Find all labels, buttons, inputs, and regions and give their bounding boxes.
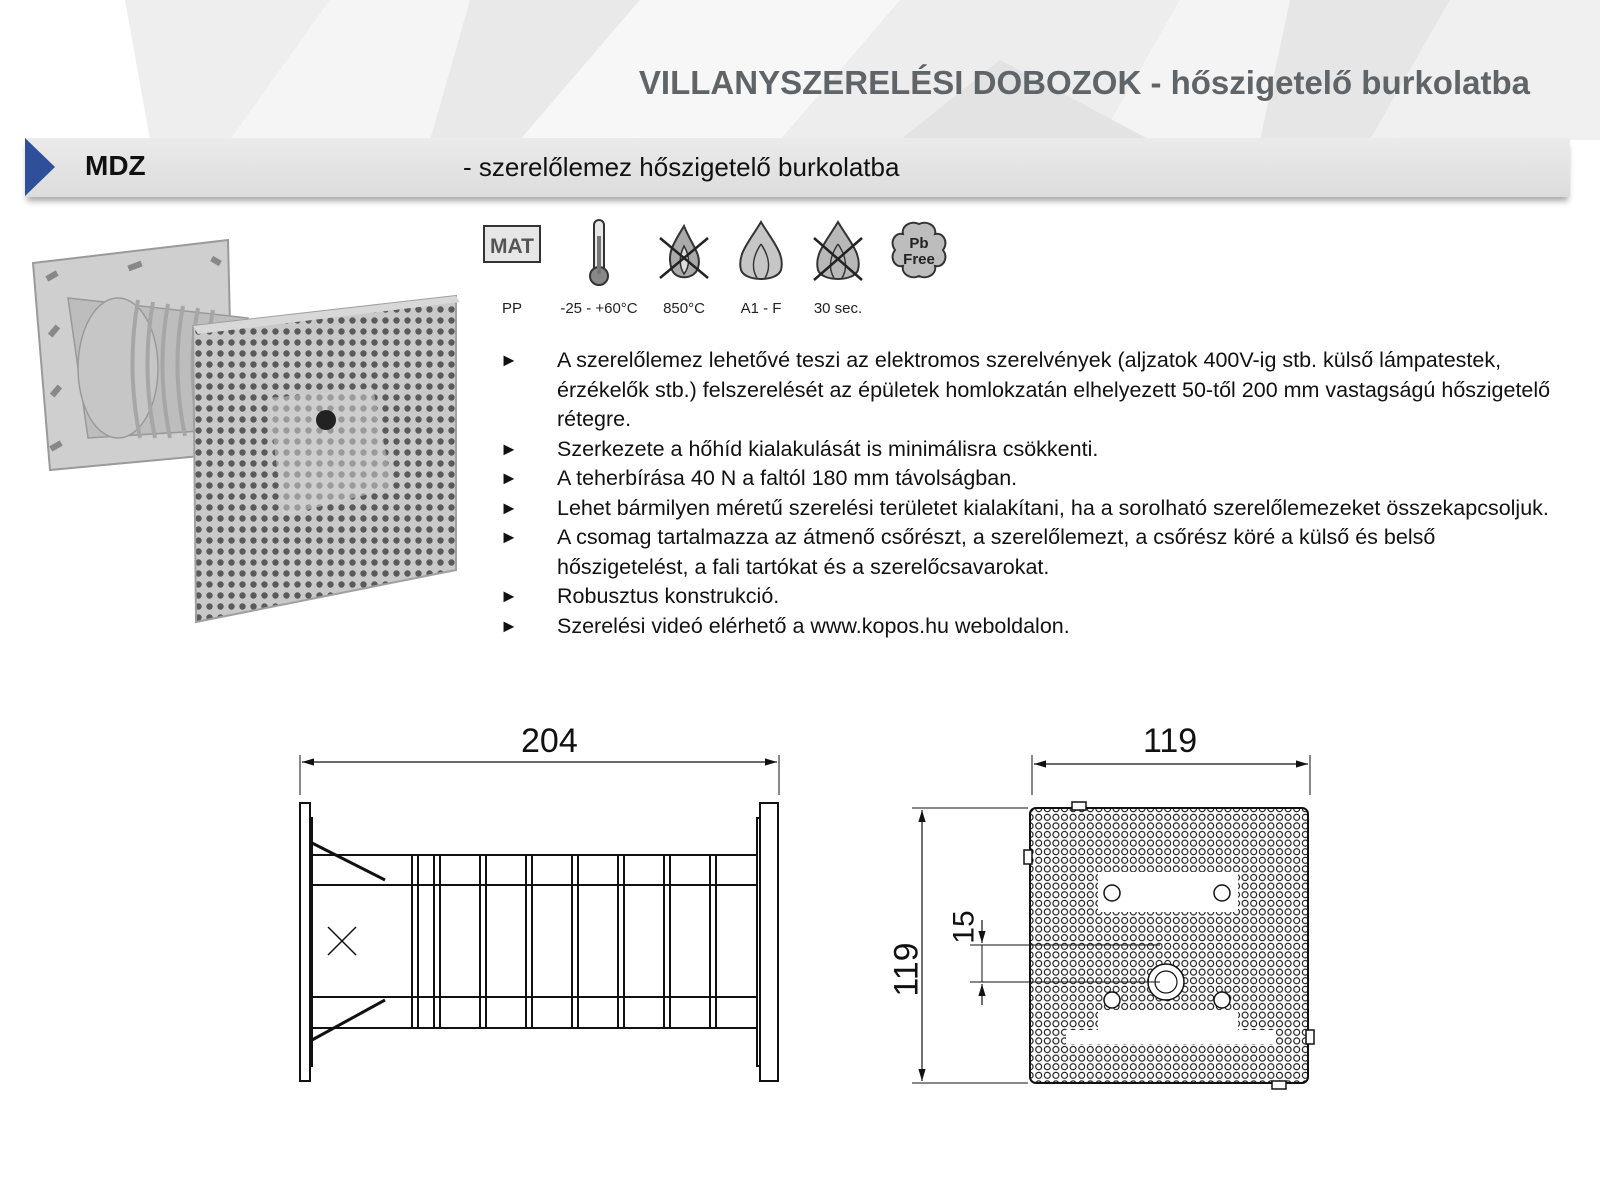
product-band [25,138,1570,197]
dimension-front-width: 119 [1143,722,1198,760]
icon-item-flame [721,218,801,317]
bullet-arrow-icon: ► [500,497,518,518]
bullet-arrow-icon: ► [500,586,518,606]
mat-icon [482,218,542,268]
icon-item-mat [472,218,552,317]
bullet-arrow-icon: ► [500,615,518,636]
list-item: ► Szerkezete a hőhíd kialakulását is minimálisra csökkenti. [500,435,1570,465]
dimension-offset: 15 [947,910,981,944]
icon-label-self-extinguish: 30 sec. [813,300,863,317]
technical-drawing [0,690,1600,1110]
feature-list [500,346,1570,641]
list-item: ► Szerelési videó elérhető a www.kopos.hu weboldalon. [500,612,1570,642]
list-item: ► Lehet bármilyen méretű szerelési területet kialakítani, ha a sorolható szerelőlemezeket összekapcsoljuk. [500,494,1570,524]
product-photo [28,238,478,638]
mat-icon-text: MAT [490,235,534,258]
flame-icon [731,218,791,288]
pb-text: Pb [909,235,929,252]
icon-item-pb-free [879,218,959,282]
page-title: VILLANYSZERELÉSI DOBOZOK - hőszigetelő burkolatba [638,64,1530,101]
list-item: ► A szerelőlemez lehetővé teszi az elektromos szerelvények (aljzatok 400V-ig stb. külső lámpatestek, érzékelők stb.) felszerelését az épületek homlokzatán elhelyezett 50-től 200 mm vastagságú hőszigetelő rétegre. [500,348,1551,431]
thermometer-icon [584,218,614,288]
side-view-drawing [300,755,779,1081]
icon-label-temperature: -25 - +60°C [560,300,638,317]
self-extinguish-icon [808,218,868,288]
free-text: Free [903,251,935,268]
product-subtitle: - szerelőlemez hőszigetelő burkolatba [463,152,900,182]
icon-item-glow-wire [644,218,724,317]
list-item: ► Robusztus konstrukció. [500,582,1570,612]
icon-item-temperature [559,218,639,317]
icon-item-self-extinguish [798,218,878,317]
icon-label-flame: A1 - F [740,300,782,317]
product-code: MDZ [85,150,146,181]
bullet-arrow-icon: ► [500,527,518,547]
bullet-arrow-icon: ► [500,350,518,370]
bullet-arrow-icon: ► [500,438,518,459]
bullet-arrow-icon: ► [500,468,518,488]
glow-wire-icon [654,218,714,288]
list-item: ► A csomag tartalmazza az átmenő csőrészt, a szerelőlemezt, a csőrész köré a külső és belső hőszigetelést, a fali tartókat és a szerelőcsavarokat. [500,525,1436,579]
icon-label-glow-wire: 850°C [663,300,705,317]
pb-free-icon [887,218,951,282]
dimension-side-length: 204 [521,722,578,760]
icon-label-mat: PP [501,300,522,317]
list-item: ► A teherbírása 40 N a faltól 180 mm távolságban. [500,464,1570,494]
dimension-front-height: 119 [887,942,926,997]
band-arrow-icon [25,138,55,196]
